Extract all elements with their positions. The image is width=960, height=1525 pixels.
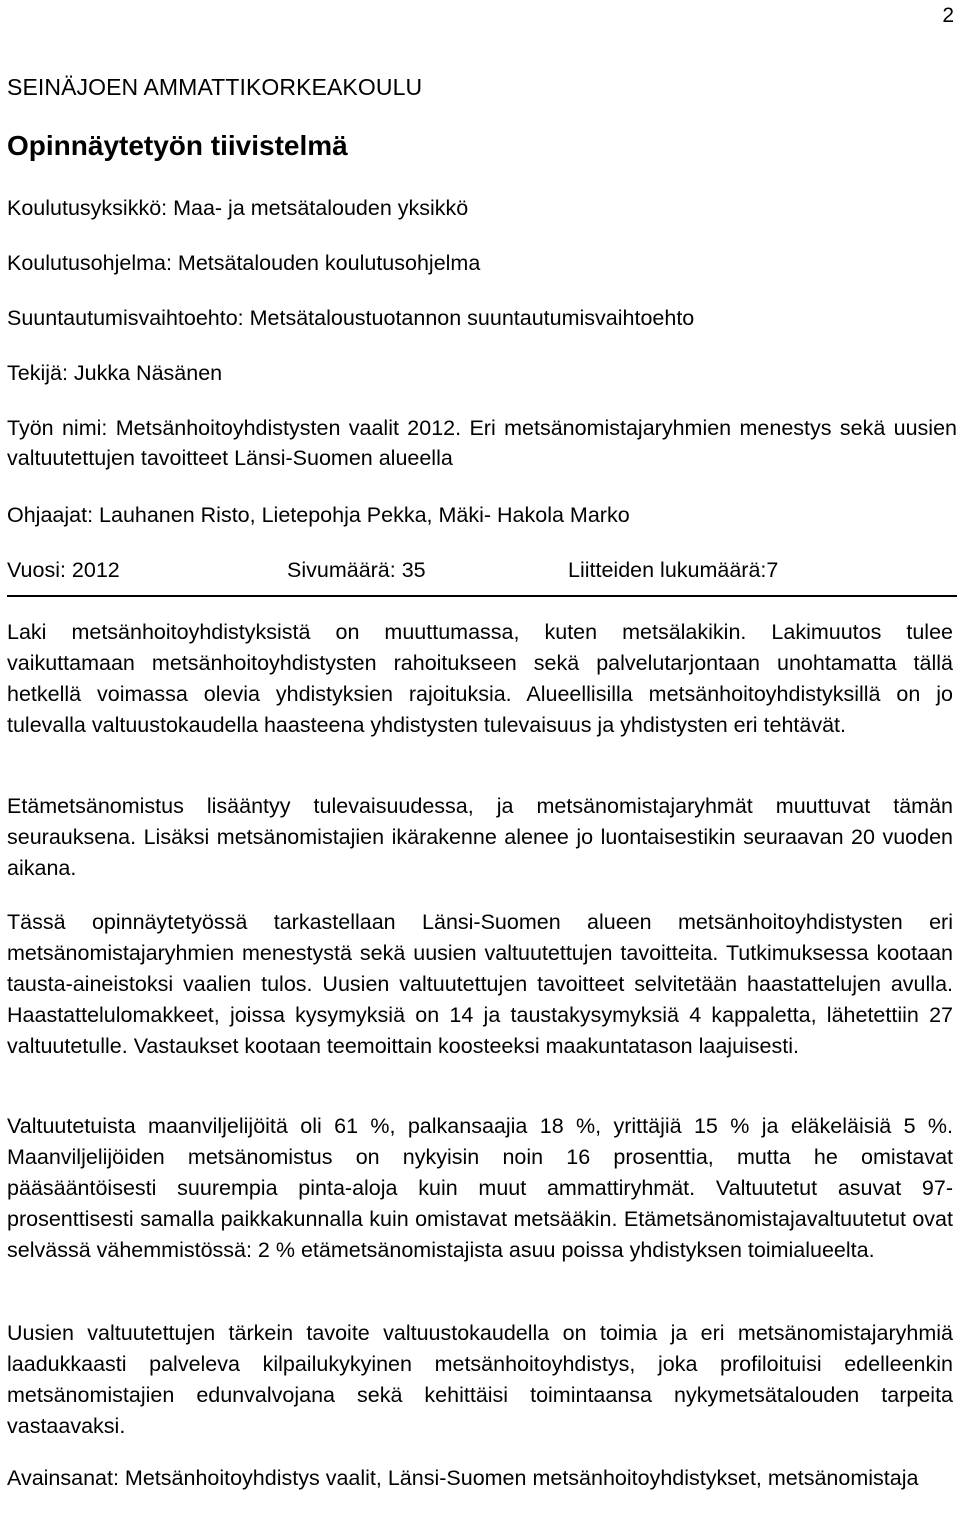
page-number: 2 — [942, 4, 954, 27]
unit-line: Koulutusyksikkö: Maa- ja metsätalouden yksikkö — [7, 196, 469, 220]
school-name: SEINÄJOEN AMMATTIKORKEAKOULU — [7, 74, 423, 100]
supervisors-line: Ohjaajat: Lauhanen Risto, Lietepohja Pekka, Mäki- Hakola Marko — [7, 503, 630, 527]
specialization-line: Suuntautumisvaihtoehto: Metsätaloustuotannon suuntautumisvaihtoehto — [7, 306, 695, 330]
header-divider — [7, 595, 957, 597]
programme-line: Koulutusohjelma: Metsätalouden koulutusohjelma — [7, 251, 481, 275]
abstract-paragraph-4: Valtuutetuista maanviljelijöitä oli 61 %, palkansaajia 18 %, yrittäjiä 15 % ja eläkeläisiä 5 %. Maanviljelijöiden metsänomistus on nykyisin noin 16 prosenttia, mutta he omistavat pääsääntöisesti suurempia pinta-aloja kuin muut ammattiryhmät. Valtuutetut asuvat 97-prosenttisesti samalla paikkakunnalla kuin omistavat metsääkin. Etämetsänomistajavaltuutetut ovat selvässä vähemmistössä: 2 % etämetsänomistajista asuu poissa yhdistyksen toimialueelta. — [7, 1114, 953, 1262]
appendix-count-field: Liitteiden lukumäärä:7 — [568, 558, 779, 582]
page-count-field: Sivumäärä: 35 — [287, 558, 426, 582]
abstract-paragraph-2: Etämetsänomistus lisääntyy tulevaisuudessa, ja metsänomistajaryhmät muuttuvat tämän seurauksena. Lisäksi metsänomistajien ikärakenne alenee jo luontaisestikin seuraavan 20 vuoden aikana. — [7, 794, 953, 880]
work-title: Työn nimi: Metsänhoitoyhdistysten vaalit 2012. Eri metsänomistajaryhmien menestys sekä uusien valtuutettujen tavoitteet Länsi-Suomen alueella — [7, 416, 957, 470]
abstract-paragraph-3: Tässä opinnäytetyössä tarkastellaan Länsi-Suomen alueen metsänhoitoyhdistysten eri metsänomistajaryhmien menestystä sekä uusien valtuutettujen tavoitteita. Tutkimuksessa kootaan tausta-aineistoksi vaalien tulos. Uusien valtuutettujen tavoitteet selvitetään haastattelujen avulla. Haastattelulomakkeet, joissa kysymyksiä on 14 ja taustakysymyksiä 4 kappaletta, lähetettiin 27 valtuutetulle. Vastaukset kootaan teemoittain koosteeksi maakuntatason laajuisesti. — [7, 910, 953, 1058]
author-line: Tekijä: Jukka Näsänen — [7, 361, 223, 385]
year-field: Vuosi: 2012 — [7, 558, 120, 582]
abstract-paragraph-5: Uusien valtuutettujen tärkein tavoite valtuustokaudella on toimia ja eri metsänomistajaryhmiä laadukkaasti palveleva kilpailukykyinen metsänhoitoyhdistys, joka profiloituisi edelleenkin metsänomistajien edunvalvojana sekä kehittäisi toimintaansa nykymetsätalouden tarpeita vastaavaksi. — [7, 1321, 953, 1438]
document-title: Opinnäytetyön tiivistelmä — [7, 130, 348, 161]
keywords: Avainsanat: Metsänhoitoyhdistys vaalit, Länsi-Suomen metsänhoitoyhdistykset, metsänomistaja — [7, 1466, 919, 1490]
abstract-paragraph-1: Laki metsänhoitoyhdistyksistä on muuttumassa, kuten metsälakikin. Lakimuutos tulee vaikuttamaan metsänhoitoyhdistysten rahoitukseen sekä palvelutarjontaan unohtamatta tällä hetkellä voimassa olevia yhdistyksien rajoituksia. Alueellisilla metsänhoitoyhdistyksillä on jo tulevalla valtuustokaudella haasteena yhdistysten tulevaisuus ja yhdistysten eri tehtävät. — [7, 620, 953, 737]
